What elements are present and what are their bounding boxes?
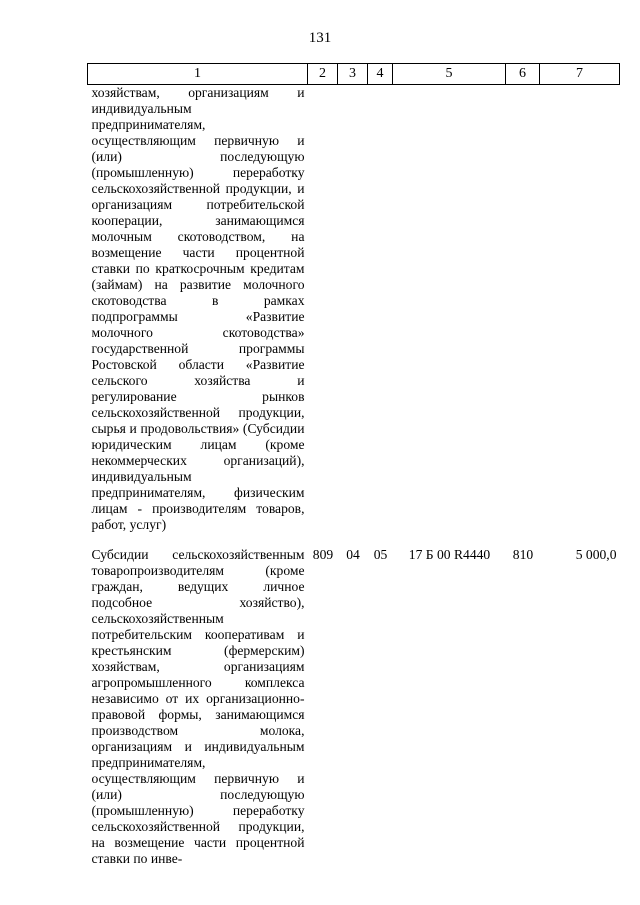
table-row — [88, 85, 620, 534]
page-number: 131 — [308, 30, 332, 46]
table-header — [88, 64, 620, 85]
header-col-5: 5 — [393, 64, 506, 85]
row-expense-type-code — [506, 85, 540, 534]
row-amount: 5 000,0 — [575, 547, 617, 562]
header-col-4: 4 — [368, 64, 393, 85]
row-target-code: 17 Б 00 R4440 — [408, 547, 491, 562]
table-row — [88, 547, 620, 867]
budget-table — [87, 63, 620, 867]
header-col-3: 3 — [338, 64, 368, 85]
header-col-6: 6 — [506, 64, 540, 85]
row-subsection-code — [368, 85, 393, 534]
row-section-code: 04 — [346, 547, 360, 562]
row-ministry-code — [308, 85, 338, 534]
row-expense-type-code: 810 — [512, 547, 534, 562]
row-spacer — [88, 533, 620, 547]
row-amount — [540, 85, 620, 534]
header-col-1: 1 — [88, 64, 308, 85]
row-subsection-code: 05 — [373, 547, 388, 562]
table-body — [88, 85, 620, 868]
row-ministry-code: 809 — [312, 547, 334, 562]
header-col-2: 2 — [308, 64, 338, 85]
header-row — [88, 64, 620, 85]
row-description: хозяйствам, организациям и индивидуальным предпринимателям, осуществляющим первичную и (или) последующую (промышленную) переработку сельскохозяйственной продукции, и организациям потребительской кооперации, занимающимся молочным скотоводством, на возмещение части процентной ставки по краткосрочным кредитам (займам) на развитие молочного скотоводства в рамках подпрограммы «Развитие молочного скотоводства» государственной программы Ростовской области «Развитие сельского хозяйства и регулирование рынков сельскохозяйственной продукции, сырья и продовольствия» (Субсидии юридическим лицам (кроме некоммерческих организаций), индивидуальным предпринимателям, физическим лицам - производителям товаров, работ, услуг) — [91, 85, 305, 532]
row-section-code — [338, 85, 368, 534]
row-description: Субсидии сельскохозяйственным товаропроизводителям (кроме граждан, ведущих личное подсобное хозяйство), сельскохозяйственным потребительским кооперативам и крестьянским (фермерским) хозяйствам, организациям агропромышленного комплекса независимо от их организационно-правовой формы, занимающимся производством молока, организациям и индивидуальным предпринимателям, осуществляющим первичную и (или) последующую (промышленную) переработку сельскохозяйственной продукции, на возмещение части процентной ставки по инве- — [91, 547, 305, 866]
row-target-code — [393, 85, 506, 534]
header-col-7: 7 — [540, 64, 620, 85]
